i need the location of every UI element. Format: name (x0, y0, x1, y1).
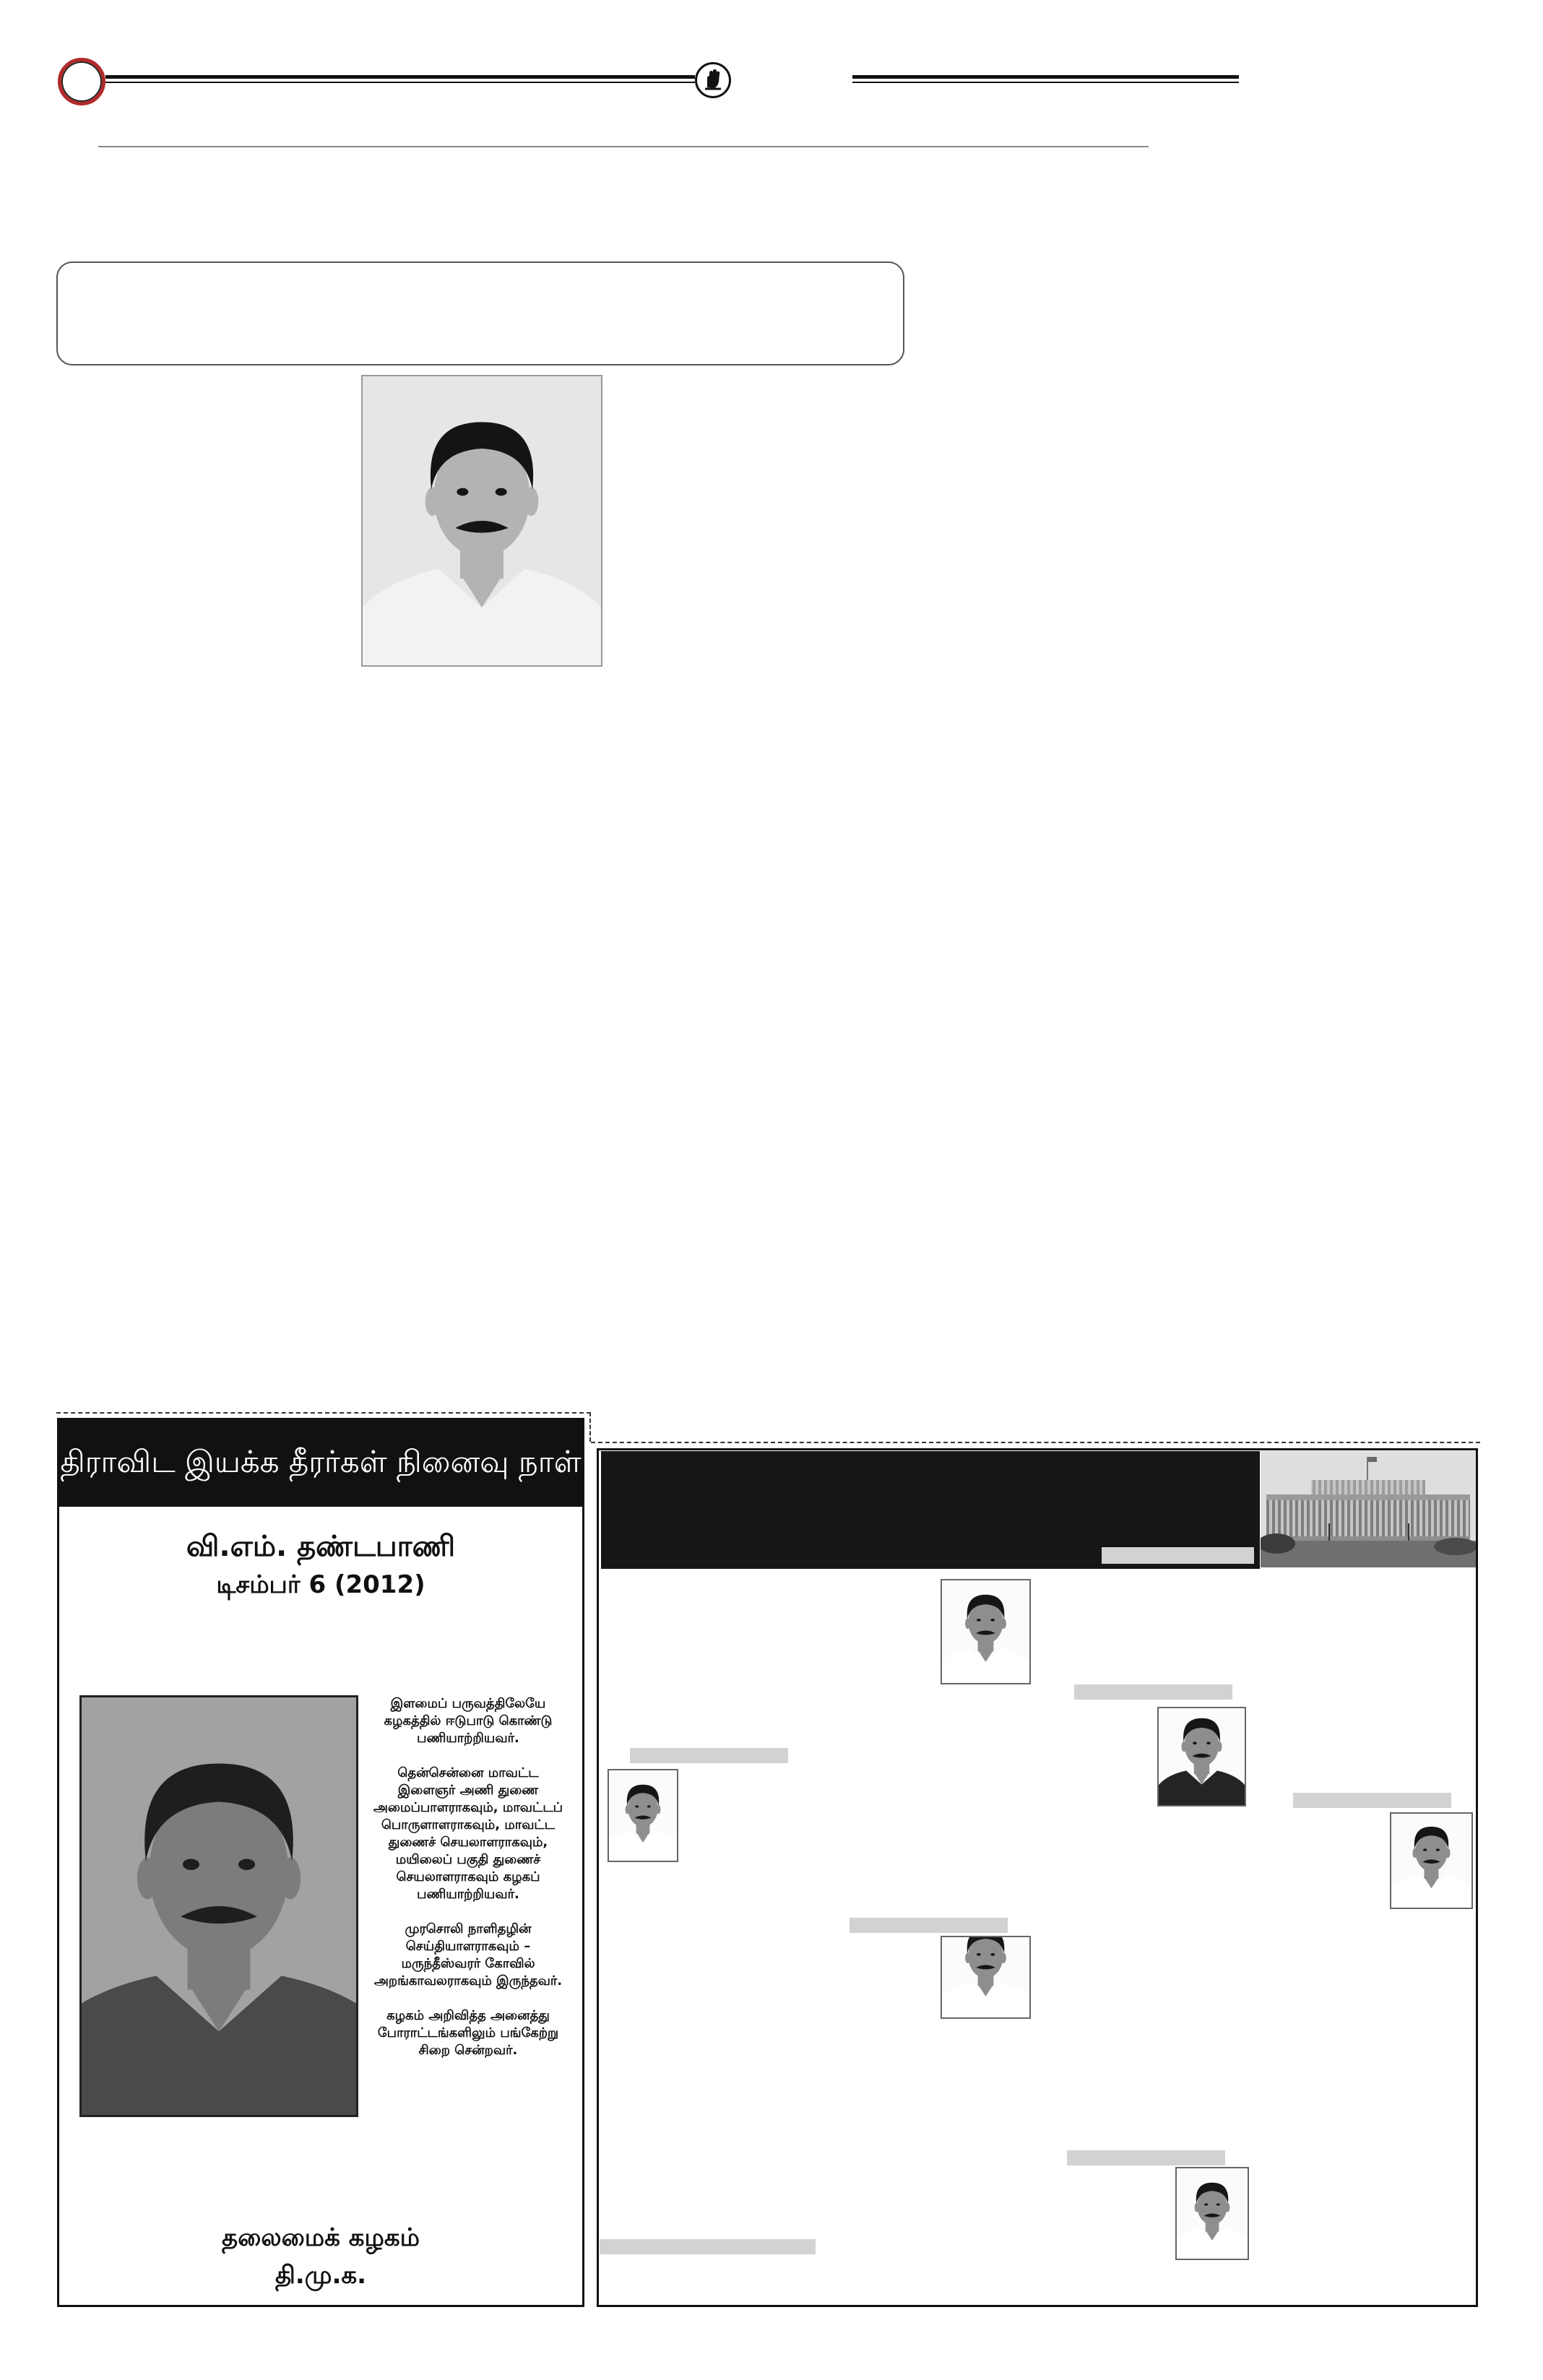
tribute-person-name: வி.எம். தண்டபாணி (186, 1530, 456, 1563)
memorial-tribute-panel (57, 1418, 584, 2307)
mp-portrait-photo (941, 1936, 1031, 2019)
masthead-hairline (98, 146, 1149, 147)
memorial-banner-title: திராவிட இயக்க தீரர்கள் நினைவு நாள் (59, 1420, 582, 1507)
tribute-biography (361, 1695, 575, 2077)
dashed-border-left-top (56, 1412, 591, 1414)
dashed-border-step (589, 1412, 591, 1442)
mp-portrait-photo (941, 1579, 1031, 1684)
headline-caption-bar (1102, 1547, 1254, 1564)
caption-bar (630, 1748, 788, 1763)
dashed-border-right-top (591, 1442, 1480, 1443)
bio-paragraph: இளமைப் பருவத்திலேயே கழகத்தில் ஈடுபாடு கொண்டு பணியாற்றியவர். (384, 1696, 553, 1746)
parliament-news-panel (597, 1448, 1478, 2307)
masthead-rule-right (852, 75, 1239, 79)
tribute-footer-organisation: தலைமைக் கழகம் (222, 2223, 420, 2252)
bio-paragraph: முரசொலி நாளிதழின் செய்தியாளராகவும் – மருந்தீஸ்வரர் கோவில் அறங்காவலராகவும் இருந்தவர். (373, 1921, 563, 1989)
masthead-page-ring (58, 58, 105, 105)
caption-bar (850, 1918, 1008, 1933)
caption-bar (1067, 2150, 1225, 2165)
mp-portrait-photo (1157, 1707, 1246, 1806)
mp-portrait-photo (1390, 1812, 1473, 1909)
tribute-portrait-photo (79, 1695, 358, 2117)
parliament-building-photo (1261, 1451, 1476, 1567)
tribute-footer-party: தி.மு.க. (275, 2261, 367, 2290)
lead-portrait-photo (361, 375, 602, 667)
bio-paragraph: தென்சென்னை மாவட்ட இளைஞர் அணி துணை அமைப்பாளராகவும், மாவட்டப் பொருளாளராகவும், மாவட்ட துணைச் செயலாளராகவும், மயிலைப் பகுதி துணைச் செயலாளராகவும் கழகப் பணியாற்றியவர். (373, 1765, 563, 1902)
masthead-rule-left-thin (105, 82, 695, 83)
masthead-rule-left (105, 75, 695, 79)
caption-bar (1293, 1793, 1451, 1808)
party-emblem-icon (695, 62, 731, 98)
headline-box (56, 261, 904, 365)
mp-portrait-photo (1175, 2167, 1249, 2260)
bio-paragraph: கழகம் அறிவித்த அனைத்து போராட்டங்களிலும் பங்கேற்று சிறை சென்றவர். (377, 2008, 559, 2058)
tribute-date: டிசம்பர் 6 (2012) (216, 1570, 425, 1599)
caption-bar (1074, 1684, 1232, 1700)
masthead-rule-right-thin (852, 82, 1239, 83)
caption-bar (600, 2239, 816, 2254)
mp-portrait-photo (608, 1769, 678, 1862)
